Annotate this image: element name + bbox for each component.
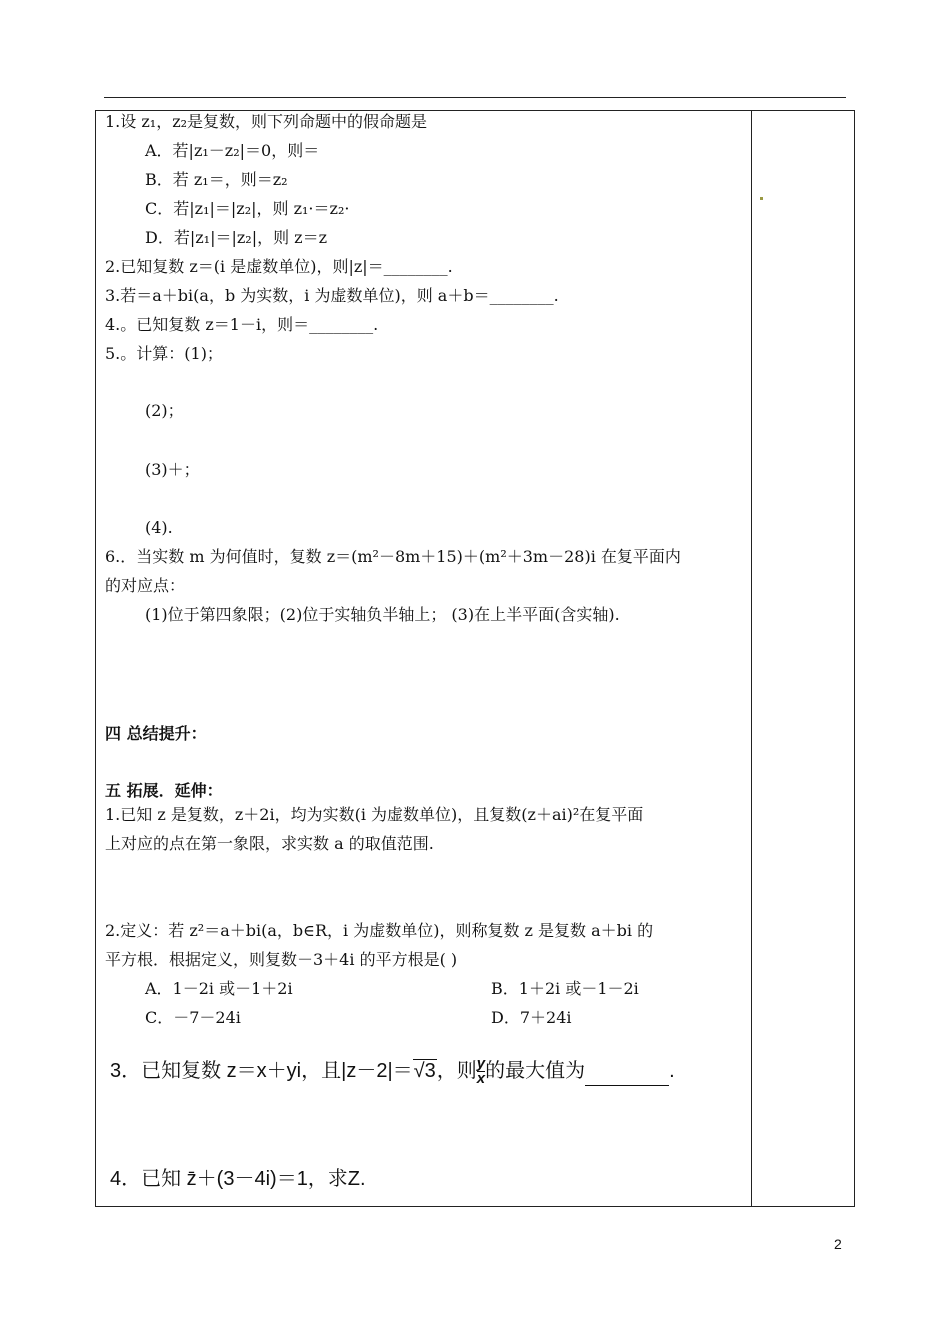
section-extension-heading: 五 拓展．延伸： [105, 781, 223, 800]
question-2: 2.已知复数 z＝(i 是虚数单位)，则|z|＝________. [105, 257, 453, 276]
question-4: 4.。已知复数 z＝1－i，则＝________. [105, 315, 379, 334]
q1-option-d: D．若|z₁|＝|z₂|，则 z＝z [145, 228, 328, 247]
e3-fraction-numerator: y [476, 1055, 486, 1072]
q6-line-1: 6.．当实数 m 为何值时，复数 z＝(m²－8m＋15)＋(m²＋3m－28)i 在复平面内 [105, 547, 681, 566]
e2-line-1: 2.定义：若 z²＝a＋bi(a，b∈R，i 为虚数单位)，则称复数 z 是复数 a＋bi 的 [105, 921, 654, 940]
q5-part-2: (2)； [145, 401, 184, 420]
worksheet-table [95, 110, 855, 1207]
e2-option-a: A．1－2i 或－1＋2i [145, 979, 293, 998]
q5-part-4: (4). [145, 518, 173, 537]
e2-option-d: D．7＋24i [491, 1008, 572, 1027]
q1-option-c: C．若|z₁|＝|z₂|，则 z₁·＝z₂· [145, 199, 350, 218]
column-divider [751, 111, 752, 1206]
q5-part-3: (3)＋； [145, 460, 200, 479]
e3-post: 的最大值为 [485, 1059, 586, 1082]
e2-option-b: B．1＋2i 或－1－2i [491, 979, 639, 998]
e3-mid: ，则 [436, 1059, 477, 1082]
e2-line-2: 平方根．根据定义，则复数－3＋4i 的平方根是( ) [105, 950, 458, 969]
q1-stem: 1.设 z₁，z₂是复数，则下列命题中的假命题是 [105, 112, 428, 131]
e1-line-1: 1.已知 z 是复数，z＋2i，均为实数(i 为虚数单位)，且复数(z＋ai)²在复平面 [105, 805, 644, 824]
header-rule [104, 97, 846, 98]
q1-option-b: B．若 z₁＝，则＝z₂ [145, 170, 288, 189]
e1-line-2: 上对应的点在第一象限，求实数 a 的取值范围. [105, 834, 434, 853]
q5-stem: 5.。计算：(1)； [105, 344, 223, 363]
e3-answer-blank [585, 1067, 669, 1086]
e3-fraction [477, 1057, 485, 1086]
q1-option-a: A．若|z₁－z₂|＝0，则＝ [145, 141, 320, 160]
page-number: 2 [834, 1236, 842, 1252]
e3-root: √3 [413, 1059, 436, 1082]
section-summary-heading: 四 总结提升： [105, 724, 207, 743]
e3-problem [110, 1057, 675, 1086]
question-3: 3.若＝a＋bi(a，b 为实数，i 为虚数单位)，则 a＋b＝________. [105, 286, 559, 305]
e4-problem: 4．已知 z̄＋(3－4i)＝1，求Z. [110, 1168, 366, 1190]
q6-line-2: 的对应点： [105, 576, 186, 595]
speck [760, 197, 763, 200]
e2-option-c: C．－7－24i [145, 1008, 241, 1027]
q6-line-3: (1)位于第四象限；(2)位于实轴负半轴上； (3)在上半平面(含实轴). [145, 605, 620, 624]
e3-pre: 3．已知复数 z＝x＋yi，且|z－2|＝ [110, 1059, 413, 1082]
e3-fraction-denominator: x [476, 1070, 486, 1087]
e3-end: . [669, 1059, 675, 1082]
